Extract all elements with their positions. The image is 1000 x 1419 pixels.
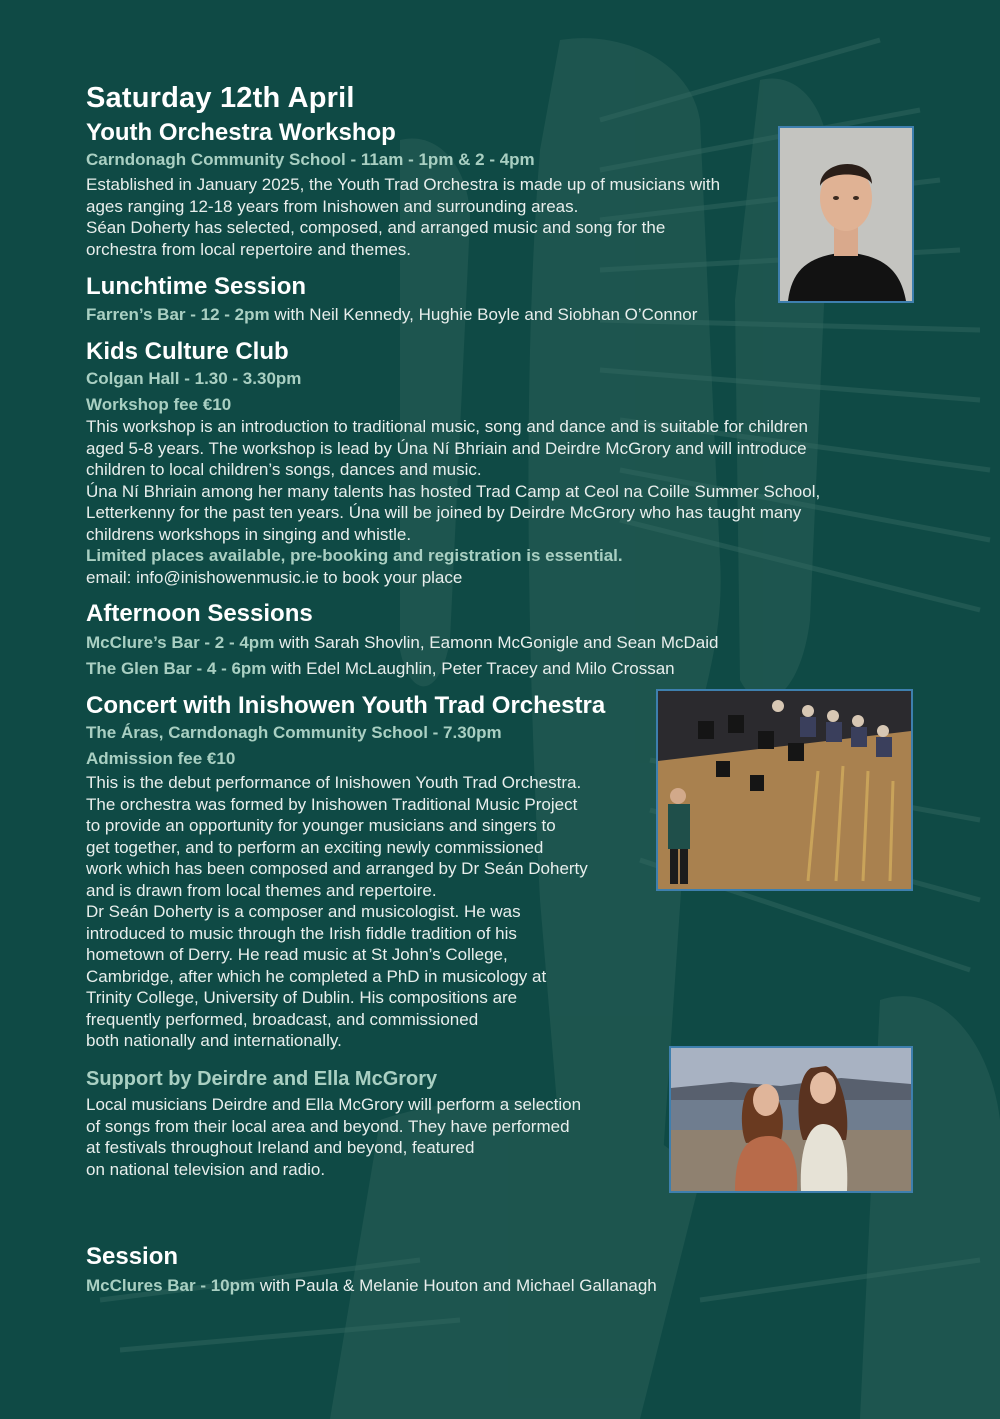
booking-email[interactable]: email: info@inishowenmusic.ie to book your place [86, 567, 463, 587]
youth-workshop-description [86, 174, 720, 260]
lunchtime-session-title: Lunchtime Session [86, 273, 307, 300]
lunchtime-session-details [86, 304, 697, 326]
description-line: ages ranging 12-18 years from Inishowen and surrounding areas. [86, 196, 579, 216]
description-line: childrens workshops in singing and whistle. [86, 524, 412, 544]
lunchtime-venue-time: Farren’s Bar - 12 - 2pm [86, 305, 270, 324]
concert-title: Concert with Inishowen Youth Trad Orchestra [86, 692, 606, 719]
booking-notice: Limited places available, pre-booking and registration is essential. [86, 546, 623, 565]
session-venue-time: McClure’s Bar - 2 - 4pm [86, 633, 275, 652]
afternoon-session-item [86, 658, 675, 680]
late-session-venue-time: McClures Bar - 10pm [86, 1276, 256, 1295]
description-line: This workshop is an introduction to traditional music, song and dance and is suitable for children [86, 417, 808, 436]
kids-club-title: Kids Culture Club [86, 338, 289, 365]
description-line: introduced to music through the Irish fiddle tradition of his [86, 923, 517, 943]
lunchtime-performers: with Neil Kennedy, Hughie Boyle and Siobhan O’Connor [269, 305, 698, 324]
description-line: frequently performed, broadcast, and commissioned [86, 1009, 479, 1029]
orchestra-rehearsal-photo [656, 689, 913, 891]
afternoon-session-item [86, 632, 718, 654]
youth-workshop-venue-time: Carndonagh Community School - 11am - 1pm & 2 - 4pm [86, 150, 535, 169]
description-line: children to local children’s songs, dances and music. [86, 460, 482, 479]
support-act-description [86, 1094, 581, 1180]
description-line: Úna Ní Bhriain among her many talents has hosted Trad Camp at Ceol na Coille Summer School, [86, 481, 821, 501]
description-line: Letterkenny for the past ten years. Úna will be joined by Deirdre McGrory who has taught many [86, 503, 802, 522]
description-line: Séan Doherty has selected, composed, and arranged music and song for the [86, 218, 666, 237]
description-line: to provide an opportunity for younger musicians and singers to [86, 816, 556, 835]
description-line: The orchestra was formed by Inishowen Traditional Music Project [86, 794, 578, 814]
youth-workshop-title: Youth Orchestra Workshop [86, 119, 396, 146]
description-line: Local musicians Deirdre and Ella McGrory will perform a selection [86, 1095, 582, 1114]
description-line: at festivals throughout Ireland and beyond, featured [86, 1138, 475, 1157]
description-line: Trinity College, University of Dublin. His compositions are [86, 988, 518, 1007]
late-session-title: Session [86, 1243, 179, 1270]
late-session-performers: with Paula & Melanie Houton and Michael Gallanagh [255, 1276, 657, 1295]
kids-club-description [86, 416, 820, 588]
afternoon-sessions-title: Afternoon Sessions [86, 600, 313, 627]
support-act-title: Support by Deirdre and Ella McGrory [86, 1068, 438, 1090]
concert-venue-time: The Áras, Carndonagh Community School - 7.30pm [86, 723, 502, 742]
concert-fee: Admission fee €10 [86, 749, 236, 768]
description-line: of songs from their local area and beyond. They have performed [86, 1116, 570, 1136]
description-line: and is drawn from local themes and repertoire. [86, 880, 437, 900]
session-performers: with Edel McLaughlin, Peter Tracey and Milo Crossan [266, 659, 675, 678]
session-venue-time: The Glen Bar - 4 - 6pm [86, 659, 267, 678]
description-line: work which has been composed and arranged by Dr Seán Doherty [86, 859, 588, 878]
description-line: Dr Seán Doherty is a composer and musicologist. He was [86, 902, 521, 921]
description-line: This is the debut performance of Inishowen Youth Trad Orchestra. [86, 773, 582, 792]
late-session-details [86, 1275, 657, 1297]
concert-description [86, 772, 588, 1052]
description-line: get together, and to perform an exciting newly commissioned [86, 837, 544, 857]
session-performers: with Sarah Shovlin, Eamonn McGonigle and Sean McDaid [274, 633, 719, 652]
page-title: Saturday 12th April [86, 82, 355, 114]
description-line: Cambridge, after which he completed a PhD in musicology at [86, 966, 547, 986]
description-line: Established in January 2025, the Youth Trad Orchestra is made up of musicians with [86, 175, 721, 194]
description-line: orchestra from local repertoire and themes. [86, 239, 412, 259]
description-line: hometown of Derry. He read music at St John’s College, [86, 945, 508, 964]
kids-club-venue-time: Colgan Hall - 1.30 - 3.30pm [86, 369, 302, 388]
description-line: both nationally and internationally. [86, 1031, 342, 1050]
kids-club-fee: Workshop fee €10 [86, 395, 232, 414]
description-line: aged 5-8 years. The workshop is lead by Úna Ní Bhriain and Deirdre McGrory and will introduce [86, 438, 807, 458]
singers-beach-photo [669, 1046, 913, 1193]
composer-portrait-photo [778, 126, 914, 303]
description-line: on national television and radio. [86, 1159, 326, 1179]
